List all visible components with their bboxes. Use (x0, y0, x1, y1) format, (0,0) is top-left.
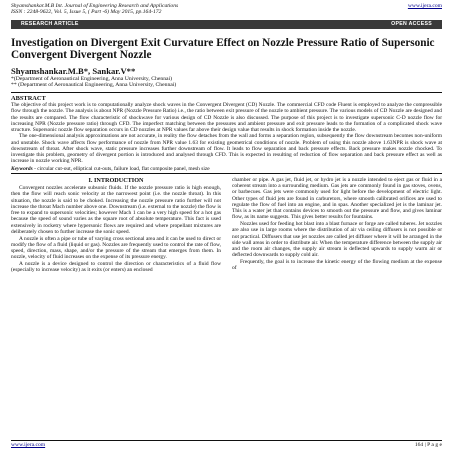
page-footer (11, 440, 442, 449)
citation-line-2: ISSN : 2248-9622, Vol. 5, Issue 5, ( Part -6) May 2015, pp.164-172 (11, 9, 162, 16)
abstract-paragraph-2: The one-dimensional analysis approximations are not accurate, in reality the flow detaches from the wall and forms a separation region, subsequently the flow downstream becomes non-uniform and unstable. Shock wave affects flow performance of nozzle from NPR value 1.63 for existing geometrical conditions of nozzle. Problem of using this nozzle above 1.63NPR is shock wave at downstream of throat. After shock wave, static pressure increases further downstream of flow. It leads to flow separation and back pressure effects. Back pressure makes nozzle chocked. To investigate this problem, geometry of divergent portion is introduced and analysed through CFD. This is expected in resulting of reduction of flow separation and back pressure effect as well as increase in nozzle working NPR. (11, 133, 442, 165)
citation (11, 3, 178, 16)
right-paragraph-1: chamber or pipe. A gas jet, fluid jet, or hydro jet is a nozzle intended to eject gas or fluid in a coherent stream into a surrounding medium. Gas jets are commonly found in gas stoves, ovens, or barbecues. Gas jets were commonly used for light before the development of electric light. Other types of fluid jets are found in carburetors, where smooth calibrated orifices are used to regulate the flow of fuel into an engine, and in spas. Another specialized jet is the laminar jet. This is a water jet that contains devices to smooth out the pressure and flow, and gives laminar flow, as its name suggests. This gives better results for fountains. (232, 176, 442, 221)
right-paragraph-2: Nozzles used for feeding hot blast into a blast furnace or forge are called tuberes. Jet nozzles are also use in large rooms where the distribution of air via ceiling diffusers is not possible or not practical. Diffusers that use jet nozzles are called jet diffuser where it will be arranged in the side wall areas in order to distribute air. When the temperature difference between the supply air and the room air changes, the supply air stream is deflected upwards to supply warm air or deflected downwards to supply cold air. (232, 221, 442, 259)
left-paragraph-2: A nozzle is often a pipe or tube of varying cross sectional area and it can be used to direct or modify the flow of a fluid (liquid or gas). Nozzles are frequently used to control the rate of flow, speed, direction, mass, shape, and/or the pressure of the stream that emerges from them. In nozzle, velocity of fluid increases on the expense of its pressure energy. (11, 235, 221, 261)
keywords-label: Keywords (11, 165, 33, 172)
citation-line-1: Shyamshankar.M.B Int. Journal of Engineering Research and Applications (11, 3, 179, 9)
right-column (232, 177, 442, 274)
research-article-label: RESEARCH ARTICLE (21, 21, 79, 28)
body-columns (11, 177, 442, 274)
header-website-link[interactable]: www.ijera.com (407, 3, 442, 9)
abstract-section (11, 92, 442, 174)
keywords-text: - circular cut-out, elliptical cut-outs, failure load, flat composite panel, mesh size (32, 165, 210, 172)
journal-header (11, 3, 442, 16)
footer-website-link[interactable]: www.ijera.com (11, 442, 46, 448)
introduction-heading: I. INTRODUCTION (88, 176, 144, 184)
paper-title: Investigation on Divergent Exit Curvature Effect on Nozzle Pressure Ratio of Supersonic Convergent Divergent Nozzle (11, 36, 435, 62)
left-paragraph-1: Convergent nozzles accelerate subsonic fluids. If the nozzle pressure ratio is high enough, then the flow will reach sonic velocity at the narrowest point (i.e. the nozzle throat). In this situation, the nozzle is said to be choked. Increasing the nozzle pressure ratio further will not increase the throat Mach number above one. Downstream (i.e. external to the nozzle) the flow is free to expand to supersonic velocities; however Mach 1 can be a very high speed for a hot gas because the speed of sound varies as the square root of absolute temperature. This fact is used extensively in rocketry where hypersonic flows are required and where propellant mixtures are deliberately chosen to further increase the sonic speed. (11, 185, 221, 235)
open-access-label: OPEN ACCESS (391, 21, 432, 28)
affiliation-1: *(Department of Aeronautical Engineering, Anna University, Chennai) (11, 75, 173, 82)
article-type-banner (11, 20, 442, 29)
paper-authors: Shyamshankar.M.B*, Sankar.V** (11, 65, 136, 76)
right-paragraph-3: Frequently, the goal is to increase the kinetic energy of the flowing medium at the expense of (232, 259, 442, 272)
page-number: 164 | P a g e (414, 442, 442, 448)
keywords (11, 166, 442, 172)
left-column (11, 177, 221, 274)
affiliation-2: ** (Department of Aeronautical Engineering, Anna University, Chennai) (11, 82, 177, 89)
abstract-paragraph-1: The objective of this project work is to computationally analyze shock waves in the Convergent Divergent (CD) Nozzle. The commercial CFD code Fluent is employed to analyze the compressible flow through the nozzle. The analysis is about NPR (Nozzle Pressure Ratio) i.e., the ratio between exit pressure of the nozzle to ambient pressure. The various models of CD Nozzle are designed and the results are compared. The flow characteristic of shockwave for various design of CD Nozzle is also discussed. The purpose of this project is to investigate supersonic C-D nozzle flow for increasing NPR (Nozzle pressure ratio) through CFD. The imperfect matching between the pressures and ambient pressure and exit pressure leads to the formation of a complicated shock wave structure. Supersonic nozzle flow separation occurs in CD nozzles at NPR values far above their design value that results in shock formation inside the nozzle. (11, 102, 442, 134)
left-paragraph-3: A nozzle is a device designed to control the direction or characteristics of a fluid flow (especially to increase velocity) as it exits (or enters) an enclosed (11, 261, 221, 274)
abstract-heading: ABSTRACT (11, 94, 46, 102)
